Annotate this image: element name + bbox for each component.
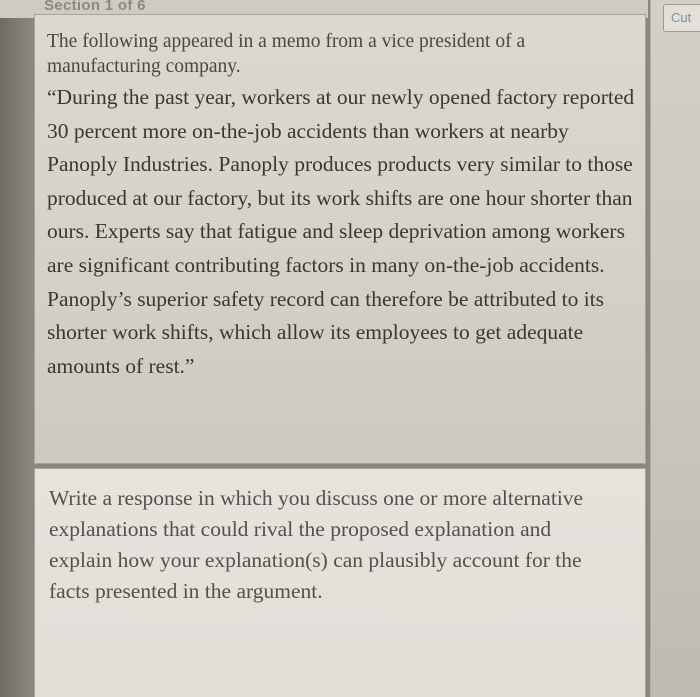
prompt-intro: The following appeared in a memo from a vice president of a manufacturing company. xyxy=(47,31,526,77)
section-label: Section 1 of 6 xyxy=(44,0,146,14)
task-box xyxy=(34,468,646,697)
left-gutter xyxy=(0,0,30,697)
cut-button[interactable]: Cut xyxy=(663,4,700,32)
response-panel[interactable] xyxy=(650,0,700,697)
task-instructions: Write a response in which you discuss one or more alternative explanations that could rival the proposed explanation and explain how your explanation(s) can plausibly account for the facts presented in the argument. xyxy=(49,486,584,603)
prompt-box xyxy=(34,14,646,464)
prompt-argument: “During the past year, workers at our newly opened factory reported 30 percent more on-the-job accidents than workers at nearby Panoply Industries. Panoply produces products very similar to those produced at our factory, but its work shifts are one hour shorter than ours. Experts say that fatigue and sleep deprivation among workers are significant contributing factors in many on-the-job accidents. Panoply’s superior safety record can therefore be attributed to its shorter work shifts, which allow its employees to get adequate amounts of rest.” xyxy=(47,85,635,378)
